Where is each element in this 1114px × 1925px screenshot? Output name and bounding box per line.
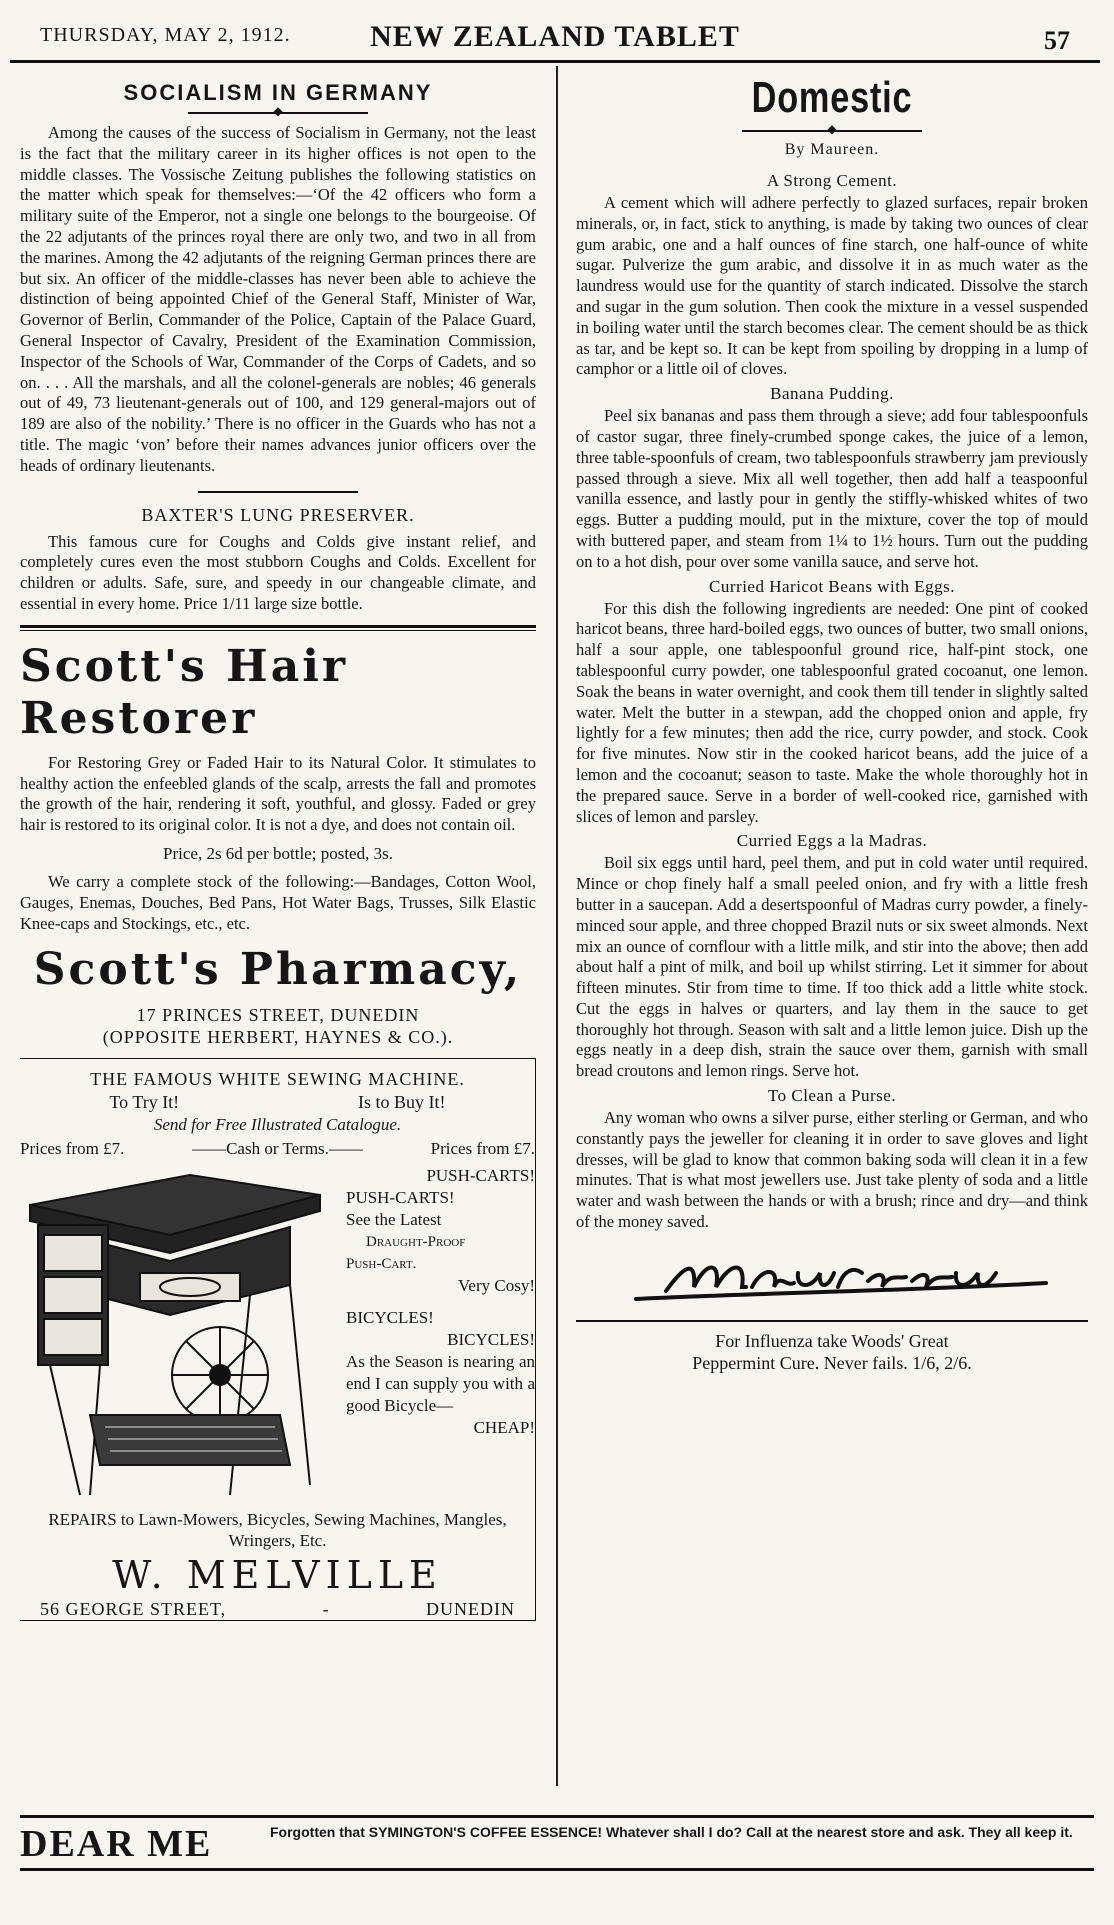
prices-right: Prices from £7.: [430, 1139, 535, 1159]
melville-name: W. MELVILLE: [112, 1553, 443, 1598]
bottom-banner: [20, 1815, 1094, 1871]
socialism-heading: SOCIALISM IN GERMANY: [123, 80, 433, 105]
ornament-divider: [188, 112, 368, 115]
recipe-body-banana: Peel six bananas and pass them through a sieve; add four tablespoonfuls of castor sugar, three finely-crumbed sponge cakes, the juice of a lemon, three table-spoonfuls of cream, two tablespoonfuls strawberry jam previously passed through a sieve. Mix all well together, then add half a teaspoonful vanilla essence, and lastly pour in gently the stiffly-whisked whites of two eggs. Butter a pudding mould, put in the mixture, cover the top of mould with buttered paper, and steam from 1¼ to 1½ hours. Turn out the pudding on to a hot dish, pour over some vanilla sauce, and serve hot.: [576, 406, 1088, 571]
scotts-pharmacy-title: Scott's Pharmacy,: [33, 944, 523, 996]
cheap: CHEAP!: [473, 1418, 535, 1438]
address-dash: -: [322, 1599, 330, 1620]
season-text: As the Season is nearing an end I can supply you with a good Bicycle—: [346, 1352, 535, 1416]
domestic-heading: Domestic: [751, 73, 913, 122]
byline: By Maureen.: [784, 141, 880, 158]
try-buy-row: [20, 1092, 535, 1113]
influenza-line-2: Peppermint Cure. Never fails. 1/6, 2/6.: [692, 1352, 972, 1373]
bicycles-2: BICYCLES!: [447, 1330, 535, 1350]
carts-bicycles-text: [340, 1165, 535, 1505]
scotts-stock: We carry a complete stock of the following:—Bandages, Cotton Wool, Gauges, Enemas, Douches, Bed Pans, Hot Water Bags, Trusses, Silk Elastic Knee-caps and Stockings, etc., etc.: [20, 871, 536, 933]
melville-city: DUNEDIN: [426, 1599, 515, 1620]
pharmacy-opposite: (OPPOSITE HERBERT, HAYNES & CO.).: [102, 1027, 454, 1048]
buy-it: Is to Buy It!: [358, 1092, 446, 1113]
bicycles-1: BICYCLES!: [346, 1308, 434, 1328]
push-carts-2: PUSH-CARTS!: [346, 1188, 455, 1208]
page-number: 57: [1044, 26, 1070, 55]
sewing-machine-illustration: [20, 1165, 340, 1505]
symingtons-ad-text: Forgotten that SYMINGTON'S COFFEE ESSENCE! Whatever shall I do? Call at the nearest store and ask. They all keep it.: [270, 1824, 1073, 1840]
double-rule: [20, 625, 536, 631]
recipe-title-cement: A Strong Cement.: [766, 171, 898, 190]
scotts-hair-restorer-title: Scott's Hair Restorer: [20, 640, 349, 744]
influenza-ad: [576, 1320, 1088, 1374]
machine-and-carts: [20, 1165, 535, 1505]
prices-left: Prices from £7.: [20, 1139, 125, 1159]
recipe-title-banana: Banana Pudding.: [770, 384, 894, 404]
newspaper-title: NEW ZEALAND TABLET: [370, 20, 740, 53]
baxter-body: This famous cure for Coughs and Colds give instant relief, and completely cures even the most stubborn Coughs and Colds. Excellent for children or adults. Safe, sure, and speedy in our changeable climate, and essential in every home. Price 1/11 large size bottle.: [20, 531, 536, 613]
right-column: [576, 70, 1088, 1810]
masthead: [10, 20, 1100, 63]
recipe-body-purse: Any woman who owns a silver purse, either sterling or German, and who constantly pays the jeweller for cleaning it in order to save gloves and light dresses, will be glad to know that common baking soda will clean it in a few minutes. That is what most jewellers use. Just take plenty of soda and a little water and wash between the hands or with a brush; rince and dry—and think of the money saved.: [576, 1108, 1088, 1232]
left-column: [20, 70, 536, 1810]
baxter-heading: BAXTER'S LUNG PRESERVER.: [141, 504, 415, 525]
scotts-body: For Restoring Grey or Faded Hair to its Natural Color. It stimulates to healthy action the enfeebled glands of the scalp, arrests the fall and promotes the growth of the hair, rendering it soft, youthful, and glossy. Faded or grey hair is restored to its original color. It is not a dye, and does not contain oil.: [20, 752, 536, 835]
scotts-price: Price, 2s 6d per bottle; posted, 3s.: [163, 843, 393, 863]
recipe-title-curried-eggs: Curried Eggs a la Madras.: [736, 831, 928, 851]
see-latest: See the Latest: [346, 1210, 442, 1230]
socialism-body: Among the causes of the success of Socialism in Germany, not the least is the fact that the military career in its higher offices is not open to the middle classes. The Vossische Zeitung publishes the following statistics on the matter which speak for themselves:—‘Of the 42 officers who form a military suite of the Emperor, not a single one belongs to the bourgeoise. Of the 22 adjutants of the princes royal there are only two, and two in all from the marines. Among the 42 adjutants of the reigning German princes there are but six. An officer of the middle-classes has never been able to achieve the distinction of being appointed Chief of the General Staff, Minister of War, Governor of Berlin, Commander of the Police, Captain of the Palace Guard, General Inspector of Cavalry, President of the Examination Commission, Inspector of the Schools of War, Commander of the Corps of Cadets, and so on. . . . All the marshals, and all the colonel-generals are nobles; 46 generals out of 49, 73 lieutenant-generals out of 100, and 129 general-majors out of 189 are also of the nobility.’ There is no officer in the Guards who has not a title. The magic ‘von’ before their names advances junior officers over the heads of ordinary lieutenants.: [20, 123, 536, 475]
prices-row: [20, 1139, 535, 1159]
pharmacy-street: 17 PRINCES STREET, DUNEDIN: [136, 1005, 420, 1026]
repairs-line: REPAIRS to Lawn-Mowers, Bicycles, Sewing Machines, Mangles, Wringers, Etc.: [48, 1510, 507, 1551]
recipe-body-haricot: For this dish the following ingredients are needed: One pint of cooked haricot beans, three hard-boiled eggs, two ounces of butter, two small onions, half a sour apple, one tablespoonful ground rice, half-pint stock, one tablespoonful curry powder, one tablespoonful grated cocoanut, one lemon. Soak the beans in water overnight, and cook them till tender in slightly salted water. Melt the butter in a stewpan, add the chopped onion and apple, fry lightly for a few minutes; then add the rice, curry powder, and stock. Cook for five minutes. Now stir in the cooked haricot beans, add the juice of a lemon and the cocoanut; season to taste. Make the whole thoroughly hot in the prepared sauce. Serve in a border of well-cooked rice, garnished with slices of lemon and parsley.: [576, 598, 1088, 826]
column-divider: [556, 66, 558, 1786]
section-rule: [198, 491, 358, 493]
recipe-title-purse: To Clean a Purse.: [767, 1086, 897, 1106]
ornament-divider: [742, 130, 922, 133]
melville-ad: [20, 1058, 536, 1621]
push-cart: Push-Cart.: [346, 1256, 417, 1273]
recipe-body-curried-eggs: Boil six eggs until hard, peel them, and put in cold water until required. Mince or chop finely half a small peeled onion, and fry with a little fresh butter in a saucepan. Add a desertspoonful of Madras curry powder, a finely-minced sour apple, and three chopped Brazil nuts or six sweet almonds. Next mix an ounce of cornflour with a little milk, and stir into the above; then add about half a pint of milk, and boil up whilst stirring. Let it simmer for about fifteen minutes. Stir from time to time. If too thick add a little white stock. Cut the eggs in halves or quarters, and lay them in the sauce to get thoroughly hot through. Season with salt and a little lemon juice. Dish up the eggs neatly in a deep dish, strain the sauce over them, garnish with small bread croutons and lemon rings. Serve hot.: [576, 853, 1088, 1081]
melville-street: 56 GEORGE STREET,: [40, 1599, 227, 1620]
issue-date: THURSDAY, MAY 2, 1912.: [40, 24, 291, 46]
try-it: To Try It!: [109, 1092, 180, 1113]
cash-terms: ——Cash or Terms.——: [192, 1139, 363, 1159]
draught-proof: Draught-Proof: [366, 1234, 466, 1251]
recipe-body-cement: A cement which will adhere perfectly to glazed surfaces, repair broken minerals, or, in fact, stick to anything, is made by taking two ounces of clear gum arabic, one and a half ounces of fine starch, one half-ounce of white sugar. Pulverize the gum arabic, and dissolve it in as much water as the laundress would use for the quantity of starch indicated. Dissolve the starch and sugar in the gum solution. Then cook the mixture in a vessel suspended in boiling water until the starch becomes clear. The cement should be as thick as tar, and be kept so. It can be kept from spoiling by dropping in a lump of camphor or a little oil of cloves.: [576, 193, 1088, 379]
melville-address-row: [20, 1599, 535, 1620]
push-carts-1: PUSH-CARTS!: [426, 1166, 535, 1186]
sewing-machine-title: THE FAMOUS WHITE SEWING MACHINE.: [90, 1069, 465, 1090]
recipe-title-haricot: Curried Haricot Beans with Eggs.: [709, 576, 955, 596]
catalogue-line: Send for Free Illustrated Catalogue.: [153, 1115, 402, 1135]
maureen-signature: [576, 1243, 1088, 1303]
influenza-line-1: For Influenza take Woods' Great: [715, 1330, 949, 1351]
dear-me-headline: DEAR ME: [20, 1823, 213, 1865]
very-cosy: Very Cosy!: [458, 1276, 535, 1296]
